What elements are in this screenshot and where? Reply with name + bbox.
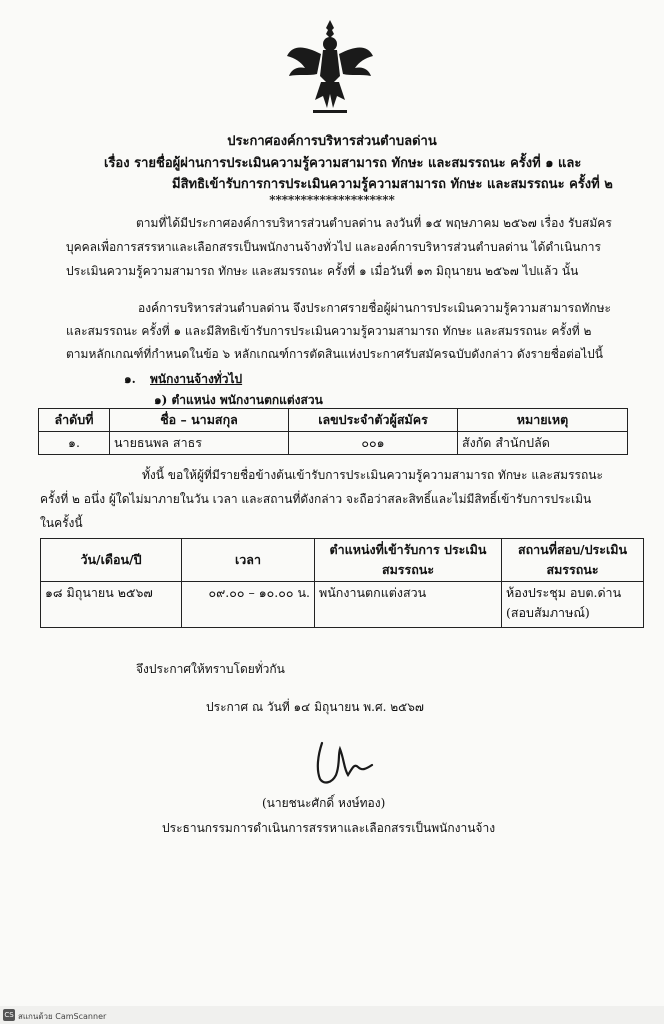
announce-date: ประกาศ ณ วันที่ ๑๔ มิถุนายน พ.ศ. ๒๕๖๗ xyxy=(206,700,424,714)
para2-line2: และสมรรถนะ ครั้งที่ ๑ และมีสิทธิเข้ารับการประเมินความรู้ความสามารถ ทักษะ และสมรรถนะ ครั้งที่ ๒ xyxy=(66,324,592,338)
table-header-row xyxy=(39,409,628,432)
para1-line2: บุคคลเพื่อการสรรหาและเลือกสรรเป็นพนักงานจ้างทั่วไป และองค์การบริหารส่วนตำบลด่าน ได้ดำเนินการ xyxy=(66,240,601,254)
cell-position: พนักงานตกแต่งสวน xyxy=(315,582,502,628)
section-title: พนักงานจ้างทั่วไป xyxy=(150,372,243,386)
signature-icon xyxy=(310,735,380,790)
col-header: หมายเหตุ xyxy=(458,409,628,432)
table-row xyxy=(39,432,628,455)
table-header-row xyxy=(41,539,644,582)
col-header: เลขประจำตัวผู้สมัคร xyxy=(289,409,458,432)
garuda-emblem-icon xyxy=(285,16,375,116)
cell-note: สังกัด สำนักปลัด xyxy=(458,432,628,455)
col-header: ตำแหน่งที่เข้ารับการ ประเมินสมรรถนะ xyxy=(315,539,502,582)
cell-date: ๑๘ มิถุนายน ๒๕๖๗ xyxy=(41,582,182,628)
camscanner-logo-icon: CS xyxy=(4,1011,14,1019)
cell-no: ๑. xyxy=(39,432,110,455)
announce-line: จึงประกาศให้ทราบโดยทั่วกัน xyxy=(136,662,285,676)
announcement-title: ประกาศองค์การบริหารส่วนตำบลด่าน xyxy=(227,134,437,149)
scanner-footer xyxy=(0,1006,664,1024)
para3-line2: ครั้งที่ ๒ อนึ่ง ผู้ใดไม่มาภายในวัน เวลา และสถานที่ดังกล่าว จะถือว่าสละสิทธิ์และไม่มีสิทธิ์เข้ารับการประเมิน xyxy=(40,492,592,506)
col-header: วัน/เดือน/ปี xyxy=(41,539,182,582)
para1-line3: ประเมินความรู้ความสามารถ ทักษะ และสมรรถนะ ครั้งที่ ๑ เมื่อวันที่ ๑๓ มิถุนายน ๒๕๖๗ ไปแล้ว นั้น xyxy=(66,264,579,278)
col-header: ชื่อ – นามสกุล xyxy=(110,409,289,432)
col-header: ลำดับที่ xyxy=(39,409,110,432)
para1-line1: ตามที่ได้มีประกาศองค์การบริหารส่วนตำบลด่าน ลงวันที่ ๑๕ พฤษภาคม ๒๕๖๗ เรื่อง รับสมัคร xyxy=(136,216,612,230)
cell-id: ๐๐๑ xyxy=(289,432,458,455)
cell-name: นายธนพล สาธร xyxy=(110,432,289,455)
subject-line-2: มีสิทธิเข้ารับการการประเมินความรู้ความสามารถ ทักษะ และสมรรถนะ ครั้งที่ ๒ xyxy=(172,177,613,192)
section-number: ๑. xyxy=(124,372,136,386)
scanner-label: สแกนด้วย CamScanner xyxy=(18,1012,107,1021)
schedule-table xyxy=(40,538,644,628)
cell-time: ๐๙.๐๐ – ๑๐.๐๐ น. xyxy=(182,582,315,628)
position-line: ๑) ตำแหน่ง พนักงานตกแต่งสวน xyxy=(154,393,323,407)
place-line-2: (สอบสัมภาษณ์) xyxy=(506,605,590,620)
candidates-table xyxy=(38,408,628,455)
col-header: สถานที่สอบ/ประเมิน สมรรถนะ xyxy=(502,539,644,582)
cell-place xyxy=(502,582,644,628)
signer-name: (นายชนะศักดิ์ หงษ์ทอง) xyxy=(262,796,386,810)
stars-divider: ******************** xyxy=(269,193,395,207)
para3-line1: ทั้งนี้ ขอให้ผู้ที่มีรายชื่อข้างต้นเข้ารับการประเมินความรู้ความสามารถ ทักษะ และสมรรถนะ xyxy=(142,468,603,482)
para3-line3: ในครั้งนี้ xyxy=(40,516,83,530)
table-row xyxy=(41,582,644,628)
para2-line1: องค์การบริหารส่วนตำบลด่าน จึงประกาศรายชื่อผู้ผ่านการประเมินความรู้ความสามารถทักษะ xyxy=(138,301,612,315)
subject-line-1: เรื่อง รายชื่อผู้ผ่านการประเมินความรู้ความสามารถ ทักษะ และสมรรถนะ ครั้งที่ ๑ และ xyxy=(104,156,582,171)
col-header: เวลา xyxy=(182,539,315,582)
signer-title: ประธานกรรมการดำเนินการสรรหาและเลือกสรรเป็นพนักงานจ้าง xyxy=(162,821,496,835)
para2-line3: ตามหลักเกณฑ์ที่กำหนดในข้อ ๖ หลักเกณฑ์การตัดสินแห่งประกาศรับสมัครฉบับดังกล่าว ดังรายชื่อต่อไปนี้ xyxy=(66,347,603,361)
place-line-1: ห้องประชุม อบต.ด่าน xyxy=(506,585,622,600)
